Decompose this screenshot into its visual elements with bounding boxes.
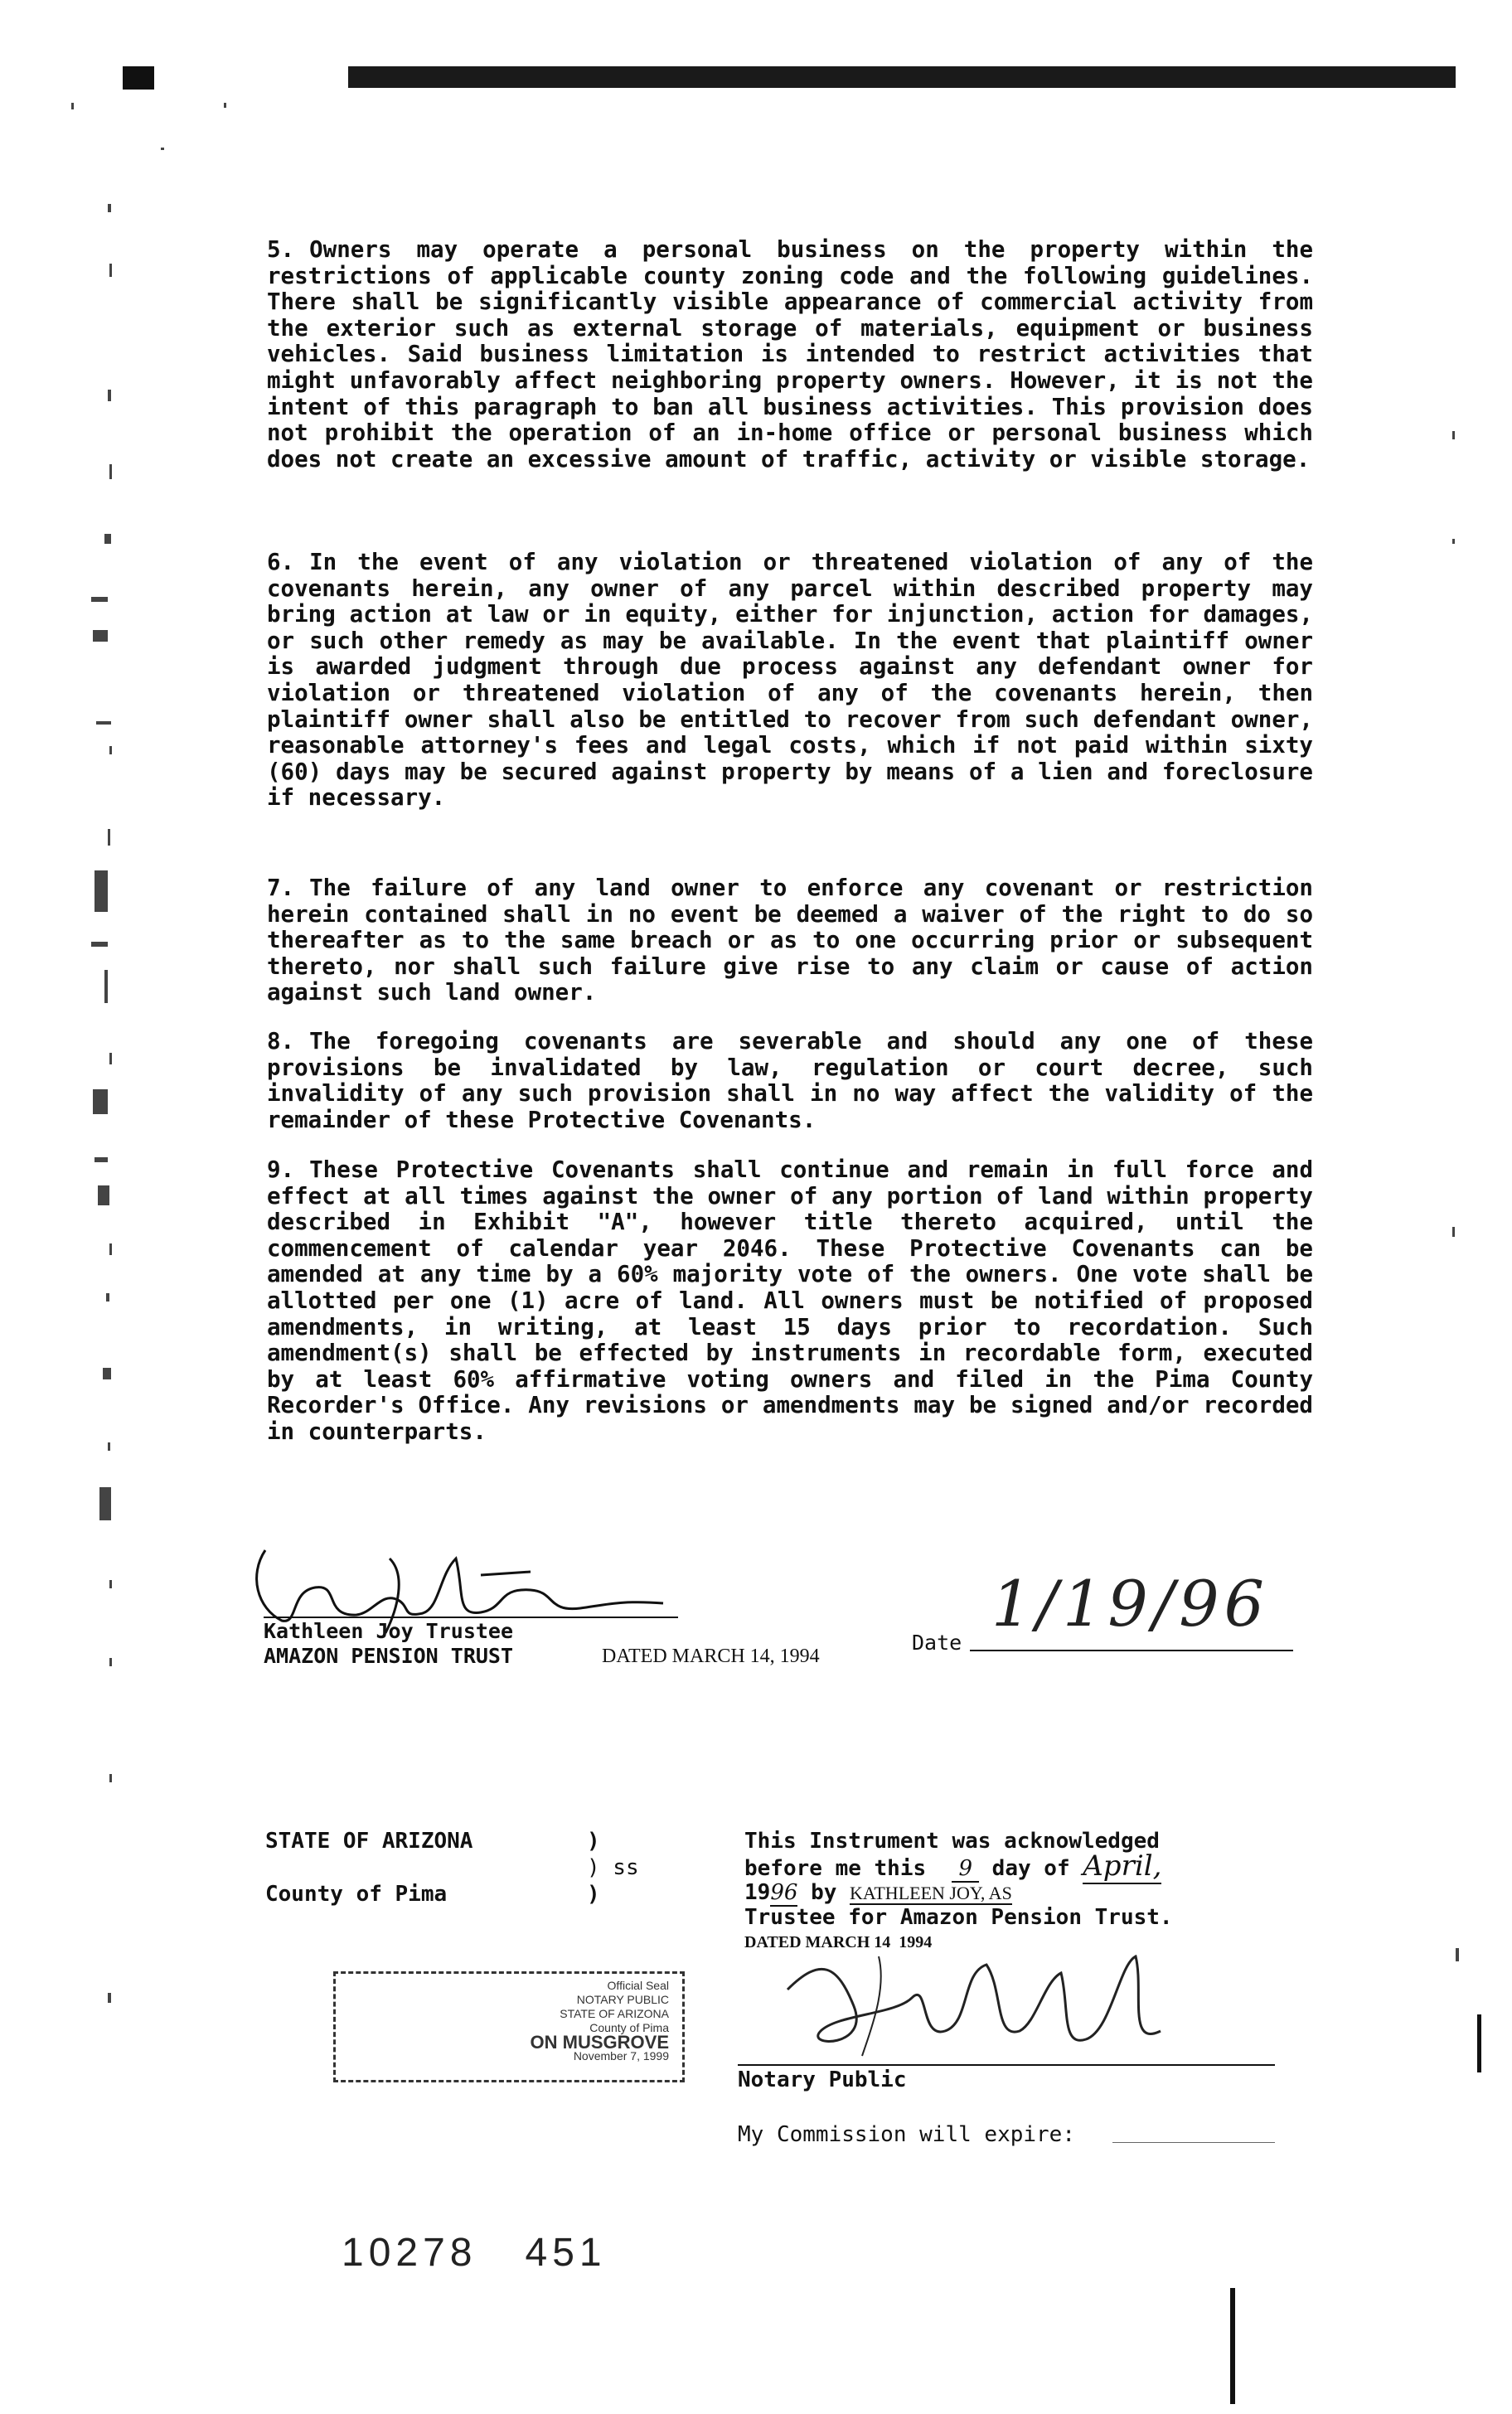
paragraph-number: 8.: [267, 1028, 295, 1054]
seal-line-3: STATE OF ARIZONA: [560, 2007, 669, 2020]
ack-month-value: April,: [1083, 1849, 1162, 1883]
ack-line-2: [744, 1849, 1162, 1883]
venue-paren-3: ): [587, 1882, 600, 1907]
venue-paren-1: ): [587, 1829, 600, 1854]
date-value: 1/19/96: [991, 1567, 1269, 1641]
notary-signature-image: [771, 1940, 1202, 2064]
paragraph-text: The failure of any land owner to enforce any covenant or restriction herein contained shall in no event be deemed a waiver of the right to do so thereafter as to the same breach or as to one occurring prior or subsequent thereto, nor shall such failure give rise to any claim or cause of action against such land owner.: [267, 875, 1313, 1006]
docket-number: 10278: [342, 2231, 477, 2275]
ack-line-4: Trustee for Amazon Pension Trust.: [744, 1905, 1173, 1930]
paragraph-number: 6.: [267, 549, 295, 575]
ack-line-5: DATED MARCH 14 1994: [744, 1933, 933, 1951]
paragraph-8: [267, 1029, 1313, 1133]
paragraph-number: 9.: [267, 1156, 295, 1183]
notary-title: Notary Public: [738, 2067, 907, 2092]
trust-name: AMAZON PENSION TRUST: [264, 1644, 514, 1668]
right-margin-bar: [1477, 2014, 1481, 2072]
ack-by: by: [811, 1880, 837, 1905]
ack-name: KATHLEEN JOY, AS: [850, 1883, 1012, 1903]
bottom-edge-bar: [1230, 2288, 1235, 2404]
trustee-signature-line: [264, 1617, 678, 1618]
notary-signature-line: [738, 2064, 1275, 2066]
paragraph-6: [267, 550, 1313, 812]
trustee-name: Kathleen Joy Trustee: [264, 1619, 514, 1643]
paragraph-5: [267, 237, 1313, 473]
ack-line-1: This Instrument was acknowledged: [744, 1829, 1160, 1854]
ack-year-prefix: 19: [744, 1880, 771, 1905]
page-number: 451: [525, 2231, 607, 2275]
ack-line-3: [744, 1880, 1012, 1906]
ack-day-of: day of: [991, 1856, 1070, 1881]
seal-notary-name: ON MUSGROVE: [530, 2032, 669, 2053]
venue-ss: ) ss: [587, 1855, 639, 1880]
notary-seal-stamp: [333, 1971, 685, 2082]
date-line: [970, 1650, 1293, 1651]
seal-line-4: County of Pima: [589, 2021, 669, 2034]
trust-dated: DATED MARCH 14, 1994: [602, 1646, 820, 1667]
paragraph-7: [267, 875, 1313, 1006]
paragraph-text: The foregoing covenants are severable and should any one of these provisions be invalidated by law, regulation or court decree, such invalidity of any such provision shall in no way affect the validity of the remainder of these Protective Covenants.: [267, 1028, 1313, 1133]
seal-line-1: Official Seal: [607, 1979, 669, 1992]
paragraph-text: Owners may operate a personal business on the property within the restrictions of applicable county zoning code and the following guidelines. There shall be significantly visible appearance of commercial activity from the exterior such as external storage of materials, equipment or business vehicles. Said business limitation is intended to restrict activities that might unfavorably affect neighboring property owners. However, it is not the intent of this paragraph to ban all business activities. This provision does not prohibit the operation of an in-home office or personal business which does not create an excessive amount of traffic, activity or visible storage.: [267, 236, 1313, 473]
paragraph-number: 5.: [267, 236, 295, 263]
notary-commission-label: My Commission will expire:: [738, 2122, 1075, 2147]
ack-day-value: 9: [952, 1856, 979, 1883]
commission-date-line: [1112, 2142, 1275, 2143]
scan-artifact-block: [123, 66, 154, 90]
venue-county: County of Pima: [265, 1882, 448, 1907]
paragraph-text: In the event of any violation or threatened violation of any of the covenants herein, any owner of any parcel within described property may bring action at law or in equity, either for injunction, action for damages, or such other remedy as may be available. In the event that plaintiff owner is awarded judgment through due process against any defendant owner for violation or threatened violation of any of the covenants herein, then plaintiff owner shall also be entitled to recover from such defendant owner, reasonable attorney's fees and legal costs, which if not paid within sixty (60) days may be secured against property by means of a lien and foreclosure if necessary.: [267, 549, 1313, 812]
seal-line-6: November 7, 1999: [573, 2049, 669, 2063]
date-label: Date: [912, 1631, 962, 1655]
recording-number: [342, 2230, 607, 2276]
paragraph-number: 7.: [267, 875, 295, 901]
ack-year-value: 96: [770, 1880, 798, 1905]
paragraph-9: [267, 1157, 1313, 1446]
venue-state: STATE OF ARIZONA: [265, 1829, 473, 1854]
paragraph-text: These Protective Covenants shall continue and remain in full force and effect at all times against the owner of any portion of land within property described in Exhibit "A", however title thereto acquired, until the commencement of calendar year 2046. These Protective Covenants can be amended at any time by a 60% majority vote of the owners. One vote shall be allotted per one (1) acre of land. All owners must be notified of proposed amendments, in writing, at least 15 days prior to recordation. Such amendment(s) shall be effected by instruments in recordable form, executed by at least 60% affirmative voting owners and filed in the Pima County Recorder's Office. Any revisions or amendments may be signed and/or recorded in counterparts.: [267, 1156, 1313, 1445]
ack-before-me: before me this: [744, 1856, 927, 1881]
scan-artifact-bar: [348, 66, 1456, 88]
seal-line-2: NOTARY PUBLIC: [576, 1993, 669, 2006]
